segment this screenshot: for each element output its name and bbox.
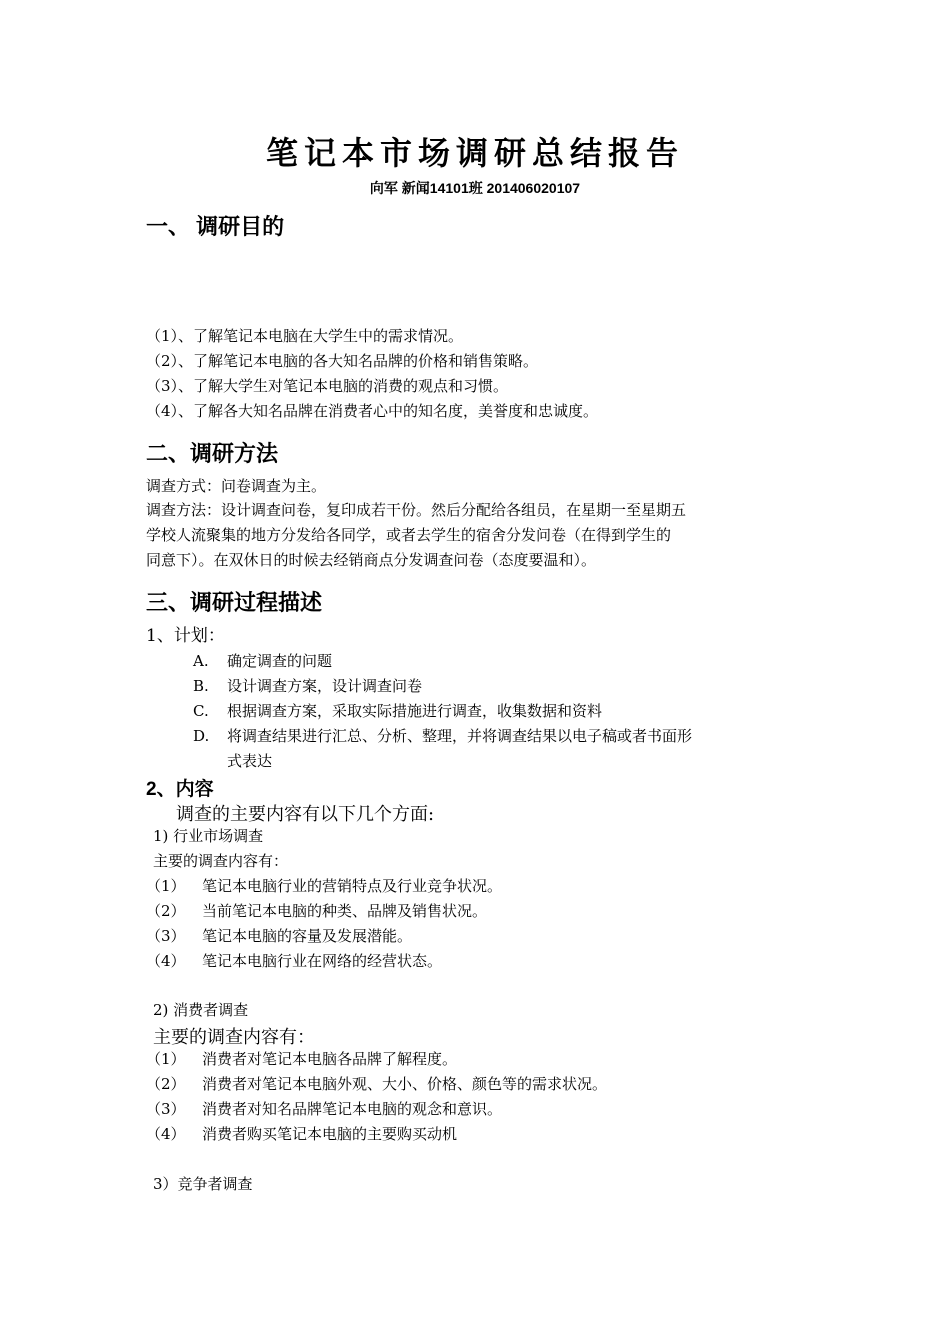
method-line-2: 学校人流聚集的地方分发给各同学，或者去学生的宿舍分发问卷（在得到学生的 (146, 526, 672, 544)
industry-survey-label: 1) 行业市场调查 (153, 827, 264, 845)
plan-item-d-marker: D. (193, 727, 210, 745)
consumer-item-4-marker: （4） (146, 1125, 186, 1143)
purpose-item-2: （2）、了解笔记本电脑的各大知名品牌的价格和销售策略。 (146, 352, 539, 370)
consumer-item-2-text: 消费者对笔记本电脑外观、大小、价格、颜色等的需求状况。 (202, 1075, 608, 1093)
purpose-item-1: （1）、了解笔记本电脑在大学生中的需求情况。 (146, 327, 464, 345)
consumer-item-2-marker: （2） (146, 1075, 186, 1093)
plan-item-d-text: 将调查结果进行汇总、分析、整理，并将调查结果以电子稿或者书面形 (227, 727, 693, 745)
method-line-1: 调查方法：设计调查问卷，复印成若干份。然后分配给各组员，在星期一至星期五 (146, 501, 687, 519)
section-3-heading: 三、调研过程描述 (146, 590, 323, 615)
competitor-survey-label: 3）竞争者调查 (153, 1175, 253, 1193)
consumer-survey-subheading: 主要的调查内容有： (153, 1027, 315, 1048)
content-intro: 调查的主要内容有以下几个方面: (176, 804, 435, 825)
consumer-item-1-text: 消费者对笔记本电脑各品牌了解程度。 (202, 1050, 458, 1068)
industry-item-2-marker: （2） (146, 902, 186, 920)
section-2-heading: 二、调研方法 (146, 441, 279, 466)
document-title: 笔记本市场调研总结报告 (265, 134, 684, 172)
purpose-item-3: （3）、了解大学生对笔记本电脑的消费的观点和习惯。 (146, 377, 509, 395)
consumer-item-3-marker: （3） (146, 1100, 186, 1118)
industry-item-1-text: 笔记本电脑行业的营销特点及行业竞争状况。 (202, 877, 503, 895)
purpose-item-4: （4）、了解各大知名品牌在消费者心中的知名度，美誉度和忠诚度。 (146, 402, 599, 420)
plan-item-d-continuation: 式表达 (227, 752, 273, 770)
consumer-survey-label: 2) 消费者调查 (153, 1001, 249, 1019)
method-type: 调查方式：问卷调查为主。 (146, 477, 327, 495)
consumer-item-1-marker: （1） (146, 1050, 186, 1068)
industry-item-3-text: 笔记本电脑的容量及发展潜能。 (202, 927, 413, 945)
plan-item-a-text: 确定调查的问题 (227, 652, 333, 670)
industry-item-4-marker: （4） (146, 952, 186, 970)
industry-item-4-text: 笔记本电脑行业在网络的经营状态。 (202, 952, 443, 970)
consumer-item-4-text: 消费者购买笔记本电脑的主要购买动机 (202, 1125, 458, 1143)
plan-item-c-text: 根据调查方案，采取实际措施进行调查，收集数据和资料 (227, 702, 603, 720)
plan-item-a-marker: A. (193, 652, 209, 670)
method-line-3: 同意下）。在双休日的时候去经销商点分发调查问卷（态度要温和）。 (146, 551, 597, 569)
consumer-item-3-text: 消费者对知名品牌笔记本电脑的观念和意识。 (202, 1100, 503, 1118)
author-line: 向军 新闻14101班 201406020107 (369, 180, 581, 196)
plan-label: 1、计划： (146, 626, 225, 646)
industry-item-2-text: 当前笔记本电脑的种类、品牌及销售状况。 (202, 902, 488, 920)
plan-item-c-marker: C. (193, 702, 209, 720)
plan-item-b-text: 设计调查方案，设计调查问卷 (227, 677, 423, 695)
industry-survey-subheading: 主要的调查内容有： (153, 852, 289, 870)
plan-item-b-marker: B. (193, 677, 209, 695)
content-heading: 2、内容 (146, 779, 214, 800)
section-1-heading: 一、 调研目的 (146, 214, 285, 239)
industry-item-3-marker: （3） (146, 927, 186, 945)
industry-item-1-marker: （1） (146, 877, 186, 895)
